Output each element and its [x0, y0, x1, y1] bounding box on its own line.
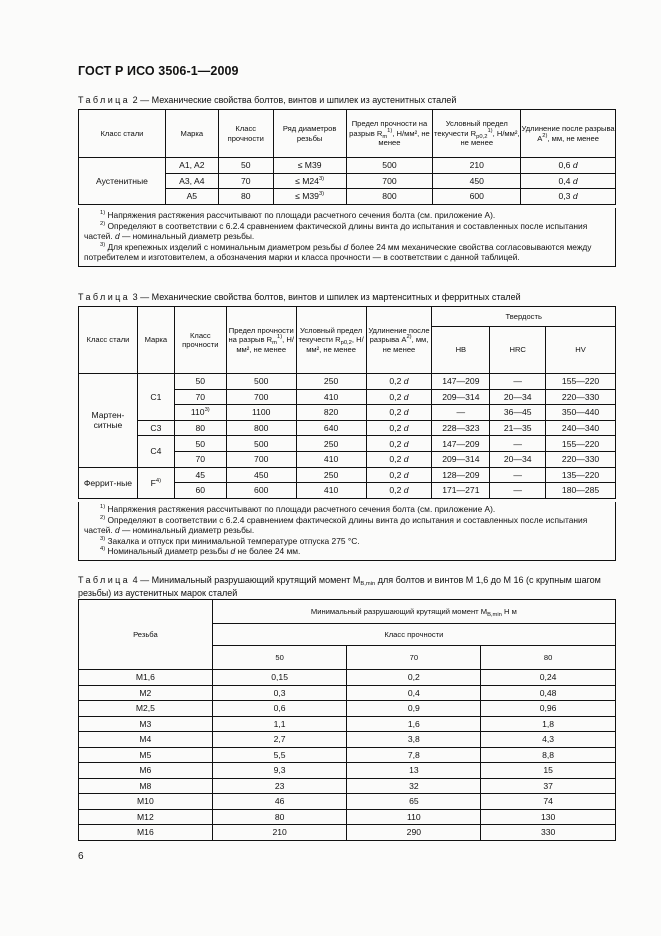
cell: 0,2 d — [366, 405, 432, 421]
cell: 800 — [346, 189, 433, 205]
cell: 0,2 d — [366, 467, 432, 483]
table2-austenitic — [78, 109, 616, 205]
t3-grade-f: $F^{4)}$ — [137, 467, 174, 498]
table-row — [79, 685, 616, 701]
cell: 250 — [296, 467, 366, 483]
t2-header-grade: Марка — [165, 110, 218, 158]
t4-class-50: 50 — [212, 646, 347, 670]
footnote: $^{2)}$ Определяют в соответствии с 6.2.4 сравнением фактической длины винта до испытания и составленных после испытания частей. d — номинальный диаметр резьбы. — [84, 220, 588, 241]
page-number: 6 — [78, 851, 84, 862]
cell: 110 — [347, 809, 481, 825]
table-row — [79, 778, 616, 794]
cell: 36—45 — [490, 405, 546, 421]
t3-header-grade: Марка — [137, 307, 174, 374]
cell: 0,96 — [481, 701, 616, 717]
cell: 110$^{3)}$ — [174, 405, 226, 421]
cell: 330 — [481, 825, 616, 841]
cell: 500 — [226, 436, 296, 452]
cell: 1,1 — [212, 716, 347, 732]
cell: 4,3 — [481, 732, 616, 748]
cell: ≤ M39 — [273, 158, 346, 174]
table3-caption: Таблица 3 — Механические свойства болтов, винтов и шпилек из мартенситных и ферритных сталей — [78, 292, 521, 302]
t3-header-strength-class: Класс прочности — [174, 307, 226, 374]
cell: 820 — [296, 405, 366, 421]
table4-torque — [78, 599, 616, 841]
cell: 50 — [174, 436, 226, 452]
cell: 700 — [346, 173, 433, 189]
cell: — — [432, 405, 490, 421]
cell: 50 — [174, 374, 226, 390]
t4-header-torque: Минимальный разрушающий крутящий момент $M_{B,min}$ Н м — [212, 600, 615, 624]
t4-class-70: 70 — [347, 646, 481, 670]
cell: M5 — [79, 747, 213, 763]
t3-header-rm: Предел прочности на разрыв $R_m^{1)}$, Н/мм², не менее — [226, 307, 296, 374]
cell: 7,8 — [347, 747, 481, 763]
cell: 0,6 — [212, 701, 347, 717]
cell: M12 — [79, 809, 213, 825]
cell: 20—34 — [490, 389, 546, 405]
table-row — [79, 420, 616, 436]
table-row — [79, 732, 616, 748]
cell: 0,3 d — [521, 189, 616, 205]
table-row — [79, 825, 616, 841]
cell: 60 — [174, 483, 226, 499]
footnote: $^{1)}$ Напряжения растяжения рассчитывают по площади расчетного сечения болта (см. приложение А). — [100, 210, 496, 220]
cell: 23 — [212, 778, 347, 794]
cell: 0,6 d — [521, 158, 616, 174]
cell: 410 — [296, 483, 366, 499]
t2-header-strength-class: Класс прочности — [218, 110, 273, 158]
cell: — — [490, 467, 546, 483]
cell: 0,2 d — [366, 420, 432, 436]
cell: 180—285 — [546, 483, 616, 499]
table-row — [79, 747, 616, 763]
cell: 155—220 — [546, 374, 616, 390]
t2-header-elong: Удлинение после разрыва $А^{2)}$, мм, не менее — [521, 110, 616, 158]
cell: 240—340 — [546, 420, 616, 436]
cell: 135—220 — [546, 467, 616, 483]
cell: 65 — [347, 794, 481, 810]
cell: 210 — [212, 825, 347, 841]
cell: ≤ $M24^{3)}$ — [273, 173, 346, 189]
t2-header-rm: Предел прочности на разрыв $R_m^{1)}$, Н/мм², не менее — [346, 110, 433, 158]
document-header: ГОСТ Р ИСО 3506-1—2009 — [78, 64, 239, 78]
cell: 410 — [296, 451, 366, 467]
table3-martensitic-ferritic — [78, 306, 616, 499]
cell: 0,2 d — [366, 389, 432, 405]
t4-header-class: Класс прочности — [212, 624, 615, 646]
cell: 70 — [174, 451, 226, 467]
t2-header-rp: Условный предел текучести $R_{p0,2}^{1)}$, Н/мм², не менее — [433, 110, 521, 158]
cell: 20—34 — [490, 451, 546, 467]
cell: M10 — [79, 794, 213, 810]
table-row — [79, 670, 616, 686]
t2-header-diam: Ряд диаметров резьбы — [273, 110, 346, 158]
cell: 80 — [212, 809, 347, 825]
cell: 2,7 — [212, 732, 347, 748]
cell: 0,9 — [347, 701, 481, 717]
cell: 21—35 — [490, 420, 546, 436]
t4-class-80: 80 — [481, 646, 616, 670]
cell: 46 — [212, 794, 347, 810]
cell: 220—330 — [546, 451, 616, 467]
cell: 147—209 — [432, 436, 490, 452]
cell: — — [490, 483, 546, 499]
cell: — — [490, 374, 546, 390]
t3-steel-ferr: Феррит-ные — [79, 467, 138, 498]
cell: 0,15 — [212, 670, 347, 686]
cell: 209—314 — [432, 389, 490, 405]
t2-steel-class: Аустенитные — [79, 158, 166, 205]
cell: 80 — [218, 189, 273, 205]
cell: 800 — [226, 420, 296, 436]
cell: 155—220 — [546, 436, 616, 452]
cell: 0,48 — [481, 685, 616, 701]
cell: A5 — [165, 189, 218, 205]
cell: 0,2 d — [366, 436, 432, 452]
cell: M16 — [79, 825, 213, 841]
cell: 450 — [226, 467, 296, 483]
cell: 70 — [174, 389, 226, 405]
cell: 1,6 — [347, 716, 481, 732]
t3-grade-c4: C4 — [137, 436, 174, 467]
cell: 37 — [481, 778, 616, 794]
cell: 0,2 d — [366, 483, 432, 499]
table2-caption: Таблица 2 — Механические свойства болтов, винтов и шпилек из аустенитных сталей — [78, 95, 457, 105]
table-row — [79, 763, 616, 779]
t2-header-class: Класс стали — [79, 110, 166, 158]
cell: 5,5 — [212, 747, 347, 763]
cell: 171—271 — [432, 483, 490, 499]
t3-header-rp: Условный предел текучести $R_{p0,2}$, Н/мм², не менее — [296, 307, 366, 374]
cell: M3 — [79, 716, 213, 732]
cell: 600 — [226, 483, 296, 499]
t3-header-hrc: HRC — [490, 327, 546, 374]
cell: 1,8 — [481, 716, 616, 732]
cell: 13 — [347, 763, 481, 779]
cell: 45 — [174, 467, 226, 483]
t3-grade-c1: C1 — [137, 374, 174, 421]
table-row — [79, 794, 616, 810]
cell: 9,3 — [212, 763, 347, 779]
footnote: $^{4)}$ Номинальный диаметр резьбы d не более 24 мм. — [100, 546, 301, 556]
cell: 410 — [296, 389, 366, 405]
cell: 209—314 — [432, 451, 490, 467]
cell: M1,6 — [79, 670, 213, 686]
cell: 80 — [174, 420, 226, 436]
cell: A1, A2 — [165, 158, 218, 174]
cell: M6 — [79, 763, 213, 779]
cell: 0,4 — [347, 685, 481, 701]
cell: 220—330 — [546, 389, 616, 405]
cell: 50 — [218, 158, 273, 174]
cell: 70 — [218, 173, 273, 189]
table-row — [79, 158, 616, 174]
cell: 700 — [226, 451, 296, 467]
t3-grade-c3: C3 — [137, 420, 174, 436]
cell: 500 — [226, 374, 296, 390]
t3-header-elong: Удлинение после разрыва $А^{2)}$, мм, не менее — [366, 307, 432, 374]
cell: 640 — [296, 420, 366, 436]
cell: 0,3 — [212, 685, 347, 701]
cell: 700 — [226, 389, 296, 405]
cell: 450 — [433, 173, 521, 189]
table-row — [79, 716, 616, 732]
cell: 0,2 d — [366, 374, 432, 390]
cell: ≤ $M39^{3)}$ — [273, 189, 346, 205]
table3-footnotes — [78, 502, 616, 561]
t4-header-thread: Резьба — [79, 600, 213, 670]
cell: 128—209 — [432, 467, 490, 483]
cell: 250 — [296, 436, 366, 452]
table-row — [79, 436, 616, 452]
t3-steel-mart: Мартен-ситные — [79, 374, 138, 468]
cell: 290 — [347, 825, 481, 841]
cell: 3,8 — [347, 732, 481, 748]
cell: 74 — [481, 794, 616, 810]
t3-header-hb: HB — [432, 327, 490, 374]
cell: M4 — [79, 732, 213, 748]
cell: A3, A4 — [165, 173, 218, 189]
footnote: $^{3)}$ Закалка и отпуск при минимальной температуре отпуска 275 °С. — [100, 535, 360, 546]
cell: 600 — [433, 189, 521, 205]
cell: 0,4 d — [521, 173, 616, 189]
cell: 15 — [481, 763, 616, 779]
cell: M8 — [79, 778, 213, 794]
cell: 0,2 d — [366, 451, 432, 467]
cell: — — [490, 436, 546, 452]
cell: M2,5 — [79, 701, 213, 717]
table4-caption: Таблица 4 — Минимальный разрушающий крутящий момент $M_{B,min}$ для болтов и винтов М 1,6 до М 16 (с крупным шагом резьбы) из аустенитных марок сталей — [78, 575, 601, 598]
table2-footnotes — [78, 208, 616, 267]
cell: 1100 — [226, 405, 296, 421]
t3-header-hardness: Твердость — [432, 307, 616, 327]
cell: 210 — [433, 158, 521, 174]
cell: M2 — [79, 685, 213, 701]
table-row — [79, 467, 616, 483]
table-row — [79, 374, 616, 390]
cell: 350—440 — [546, 405, 616, 421]
cell: 0,24 — [481, 670, 616, 686]
footnote: $^{3)}$ Для крепежных изделий с номинальным диаметром резьбы d более 24 мм механические свойства согласовываются между потребителем и изготовителем, а обозначения марки и класса прочности — в соответствии с данной таблицей. — [84, 241, 592, 262]
footnote: $^{2)}$ Определяют в соответствии с 6.2.4 сравнением фактической длины винта до испытания и составленных после испытания частей. d — номинальный диаметр резьбы. — [84, 514, 588, 535]
footnote: $^{1)}$ Напряжения растяжения рассчитывают по площади расчетного сечения болта (см. приложение А). — [100, 504, 496, 514]
cell: 32 — [347, 778, 481, 794]
cell: 147—209 — [432, 374, 490, 390]
table-row — [79, 809, 616, 825]
table-row — [79, 701, 616, 717]
cell: 250 — [296, 374, 366, 390]
cell: 228—323 — [432, 420, 490, 436]
cell: 0,2 — [347, 670, 481, 686]
t3-header-class: Класс стали — [79, 307, 138, 374]
cell: 130 — [481, 809, 616, 825]
t3-header-hv: HV — [546, 327, 616, 374]
cell: 8,8 — [481, 747, 616, 763]
cell: 500 — [346, 158, 433, 174]
